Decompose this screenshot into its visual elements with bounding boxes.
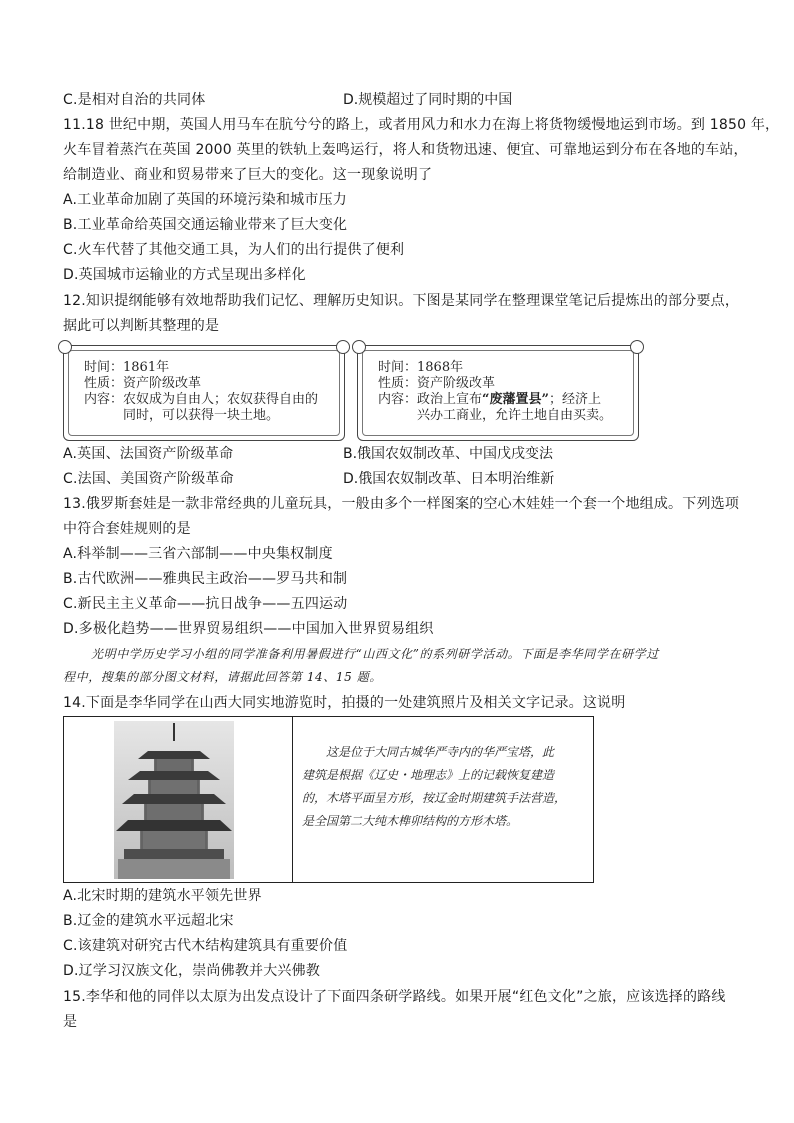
content-bold: “废藩置县” — [482, 392, 549, 407]
q12-option-c: C.法国、美国资产阶级革命 — [63, 471, 234, 487]
q14-option-b: B.辽金的建筑水平远超北宋 — [63, 913, 234, 929]
scroll-left-text — [84, 360, 318, 424]
q11-stem-line-1: 11.18 世纪中期，英国人用马车在肮兮兮的路上，或者用风力和水力在海上将货物缓慢地运到市场。到 1850 年， — [63, 117, 780, 133]
scroll-curl-icon — [58, 340, 72, 354]
content-suffix: ；经济上 — [548, 392, 601, 407]
q10-option-d: D.规模超过了同时期的中国 — [343, 92, 513, 108]
q11-stem-line-3: 给制造业、商业和贸易带来了巨大的变化。这一现象说明了 — [63, 167, 433, 183]
scroll-left-nature: 性质：资产阶级改革 — [84, 376, 202, 391]
q11-option-a: A.工业革命加剧了英国的环境污染和城市压力 — [63, 192, 347, 208]
pagoda-record-text — [302, 741, 582, 833]
record-line: 的，木塔平面呈方形，按辽金时期建筑手法营造， — [302, 791, 567, 805]
record-line: 建筑是根据《辽史・地理志》上的记载恢复建造 — [302, 768, 555, 782]
scroll-right-text — [378, 360, 612, 424]
scroll-right-content-cont: 兴办工商业，允许土地自由买卖。 — [417, 408, 613, 423]
q14-option-c: C.该建筑对研究古代木结构建筑具有重要价值 — [63, 938, 348, 954]
record-line: 这是位于大同古城华严寺内的华严宝塔，此 — [326, 745, 555, 759]
q13-option-b: B.古代欧洲——雅典民主政治——罗马共和制 — [63, 571, 348, 587]
q11-stem-line-2: 火车冒着蒸汽在英国 2000 英里的铁轨上轰鸣运行，将人和货物迅速、便宜、可靠地运到分布在各地的车站， — [63, 142, 748, 158]
scroll-panel-left — [63, 345, 345, 441]
q10-option-c: C.是相对自治的共同体 — [63, 92, 206, 108]
q11-option-d: D.英国城市运输业的方式呈现出多样化 — [63, 267, 306, 283]
pagoda-photo — [114, 721, 234, 879]
q12-option-a: A.英国、法国资产阶级革命 — [63, 446, 234, 462]
q13-stem-line-1: 13.俄罗斯套娃是一款非常经典的儿童玩具，一般由多个一样图案的空心木娃娃一个套一个地组成。下列选项 — [63, 496, 740, 512]
q14-option-a: A.北宋时期的建筑水平领先世界 — [63, 888, 262, 904]
scroll-right-time: 时间：1868年 — [378, 360, 464, 375]
q13-option-a: A.科举制——三省六部制——中央集权制度 — [63, 546, 333, 562]
q11-option-c: C.火车代替了其他交通工具，为人们的出行提供了便利 — [63, 242, 405, 258]
q15-stem-line-1: 15.李华和他的同伴以太原为出发点设计了下面四条研学路线。如果开展“红色文化”之旅，应该选择的路线 — [63, 989, 726, 1005]
q12-option-d: D.俄国农奴制改革、日本明治维新 — [343, 471, 555, 487]
q12-stem-line-2: 据此可以判断其整理的是 — [63, 318, 220, 334]
scroll-panel-right — [357, 345, 639, 441]
intro-line-1: 光明中学历史学习小组的同学准备利用暑假进行“山西文化”的系列研学活动。下面是李华同学在研学过 — [91, 647, 659, 661]
intro-line-2: 程中，搜集的部分图文材料，请据此回答第 14、15 题。 — [63, 670, 382, 684]
scroll-curl-icon — [336, 340, 350, 354]
pagoda-icon — [114, 721, 234, 879]
q14-option-d: D.辽学习汉族文化，崇尚佛教并大兴佛教 — [63, 963, 321, 979]
q11-option-b: B.工业革命给英国交通运输业带来了巨大变化 — [63, 217, 348, 233]
scroll-right-nature: 性质：资产阶级改革 — [378, 376, 496, 391]
scroll-curl-icon — [630, 340, 644, 354]
q14-stem: 14.下面是李华同学在山西大同实地游览时，拍摄的一处建筑照片及相关文字记录。这说明 — [63, 695, 626, 711]
q13-option-d: D.多极化趋势——世界贸易组织——中国加入世界贸易组织 — [63, 621, 434, 637]
scroll-left-content-cont: 同时，可以获得一块土地。 — [123, 408, 280, 423]
q13-option-c: C.新民主主义革命——抗日战争——五四运动 — [63, 596, 348, 612]
content-prefix: 内容：政治上宣布 — [378, 392, 483, 407]
scroll-left-content: 内容：农奴成为自由人；农奴获得自由的 — [84, 392, 319, 407]
q12-option-b: B.俄国农奴制改革、中国戊戌变法 — [343, 446, 554, 462]
photo-record-table — [63, 716, 594, 883]
record-line: 是全国第二大纯木榫卯结构的方形木塔。 — [302, 814, 519, 828]
q12-stem-line-1: 12.知识提纲能够有效地帮助我们记忆、理解历史知识。下图是某同学在整理课堂笔记后提炼出的部分要点， — [63, 293, 740, 309]
table-divider — [292, 717, 293, 882]
scroll-left-time: 时间：1861年 — [84, 360, 170, 375]
scroll-right-content — [378, 392, 612, 408]
scroll-curl-icon — [352, 340, 366, 354]
q15-stem-line-2: 是 — [63, 1014, 78, 1030]
q13-stem-line-2: 中符合套娃规则的是 — [63, 521, 191, 537]
